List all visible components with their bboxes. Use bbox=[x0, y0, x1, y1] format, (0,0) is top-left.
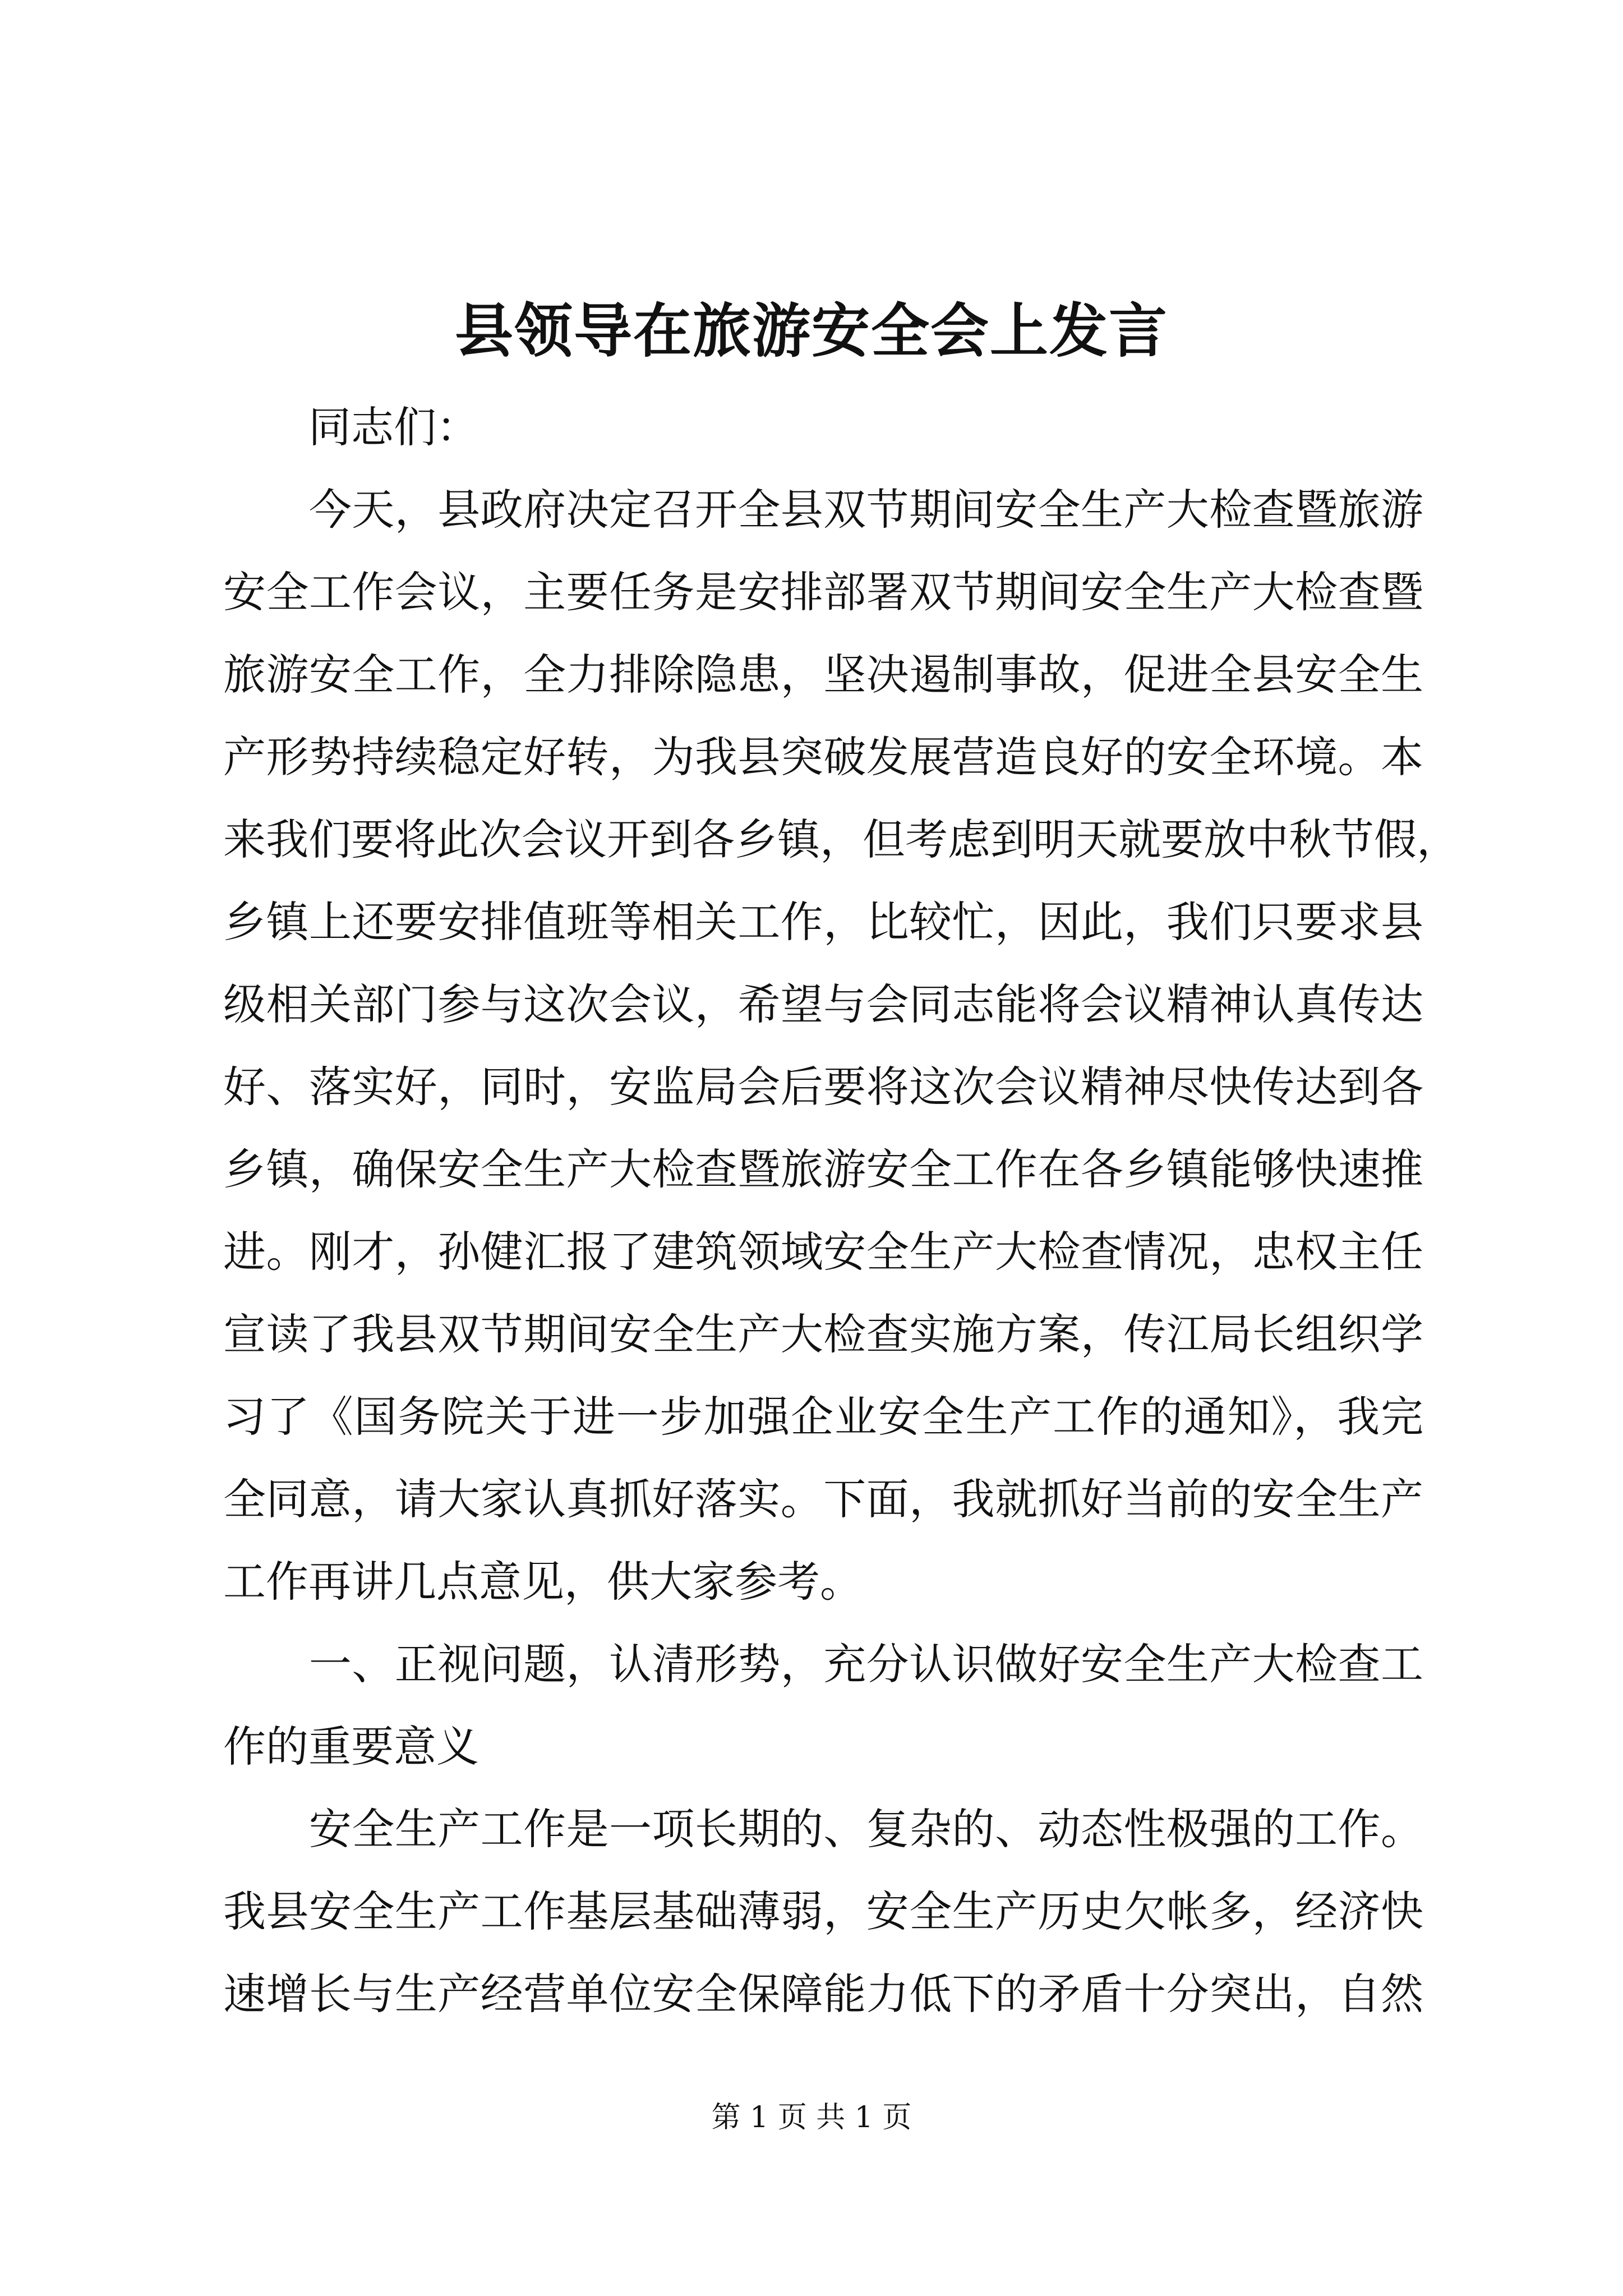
body-line: 进。刚才，孙健汇报了建筑领域安全生产大检查情况，忠权主任 bbox=[223, 1227, 1423, 1277]
body-line: 乡镇上还要安排值班等相关工作，比较忙，因此，我们只要求县 bbox=[223, 897, 1423, 947]
body-line: 乡镇，确保安全生产大检查暨旅游安全工作在各乡镇能够快速推 bbox=[223, 1144, 1423, 1194]
body-line: 我县安全生产工作基层基础薄弱，安全生产历史欠帐多，经济快 bbox=[223, 1887, 1423, 1936]
body-line: 来我们要将此次会议开到各乡镇，但考虑到明天就要放中秋节假， bbox=[223, 815, 1459, 864]
body-line: 产形势持续稳定好转，为我县突破发展营造良好的安全环境。本 bbox=[223, 732, 1423, 782]
body-line: 今天，县政府决定召开全县双节期间安全生产大检查暨旅游 bbox=[223, 485, 1423, 535]
document-body bbox=[223, 386, 1459, 2035]
body-line: 同志们： bbox=[223, 402, 479, 452]
body-line: 好、落实好，同时，安监局会后要将这次会议精神尽快传达到各 bbox=[223, 1062, 1423, 1112]
body-line: 宣读了我县双节期间安全生产大检查实施方案，传江局长组织学 bbox=[223, 1309, 1423, 1359]
body-line: 作的重要意义 bbox=[223, 1722, 479, 1772]
page-footer: 第 1 页 共 1 页 bbox=[711, 2101, 912, 2134]
body-line: 旅游安全工作，全力排除隐患，坚决遏制事故，促进全县安全生 bbox=[223, 650, 1423, 700]
document-title: 县领导在旅游安全会上发言 bbox=[454, 296, 1168, 365]
body-line: 安全工作会议，主要任务是安排部署双节期间安全生产大检查暨 bbox=[223, 567, 1423, 617]
body-line: 工作再讲几点意见，供大家参考。 bbox=[223, 1557, 863, 1607]
body-line: 习了《国务院关于进一步加强企业安全生产工作的通知》，我完 bbox=[223, 1392, 1423, 1442]
body-line: 速增长与生产经营单位安全保障能力低下的矛盾十分突出，自然 bbox=[223, 1969, 1423, 2019]
body-line: 级相关部门参与这次会议，希望与会同志能将会议精神认真传达 bbox=[223, 979, 1423, 1029]
body-line: 全同意，请大家认真抓好落实。下面，我就抓好当前的安全生产 bbox=[223, 1474, 1423, 1524]
body-line: 安全生产工作是一项长期的、复杂的、动态性极强的工作。 bbox=[223, 1804, 1423, 1854]
body-line: 一、正视问题，认清形势，充分认识做好安全生产大检查工 bbox=[223, 1639, 1423, 1689]
